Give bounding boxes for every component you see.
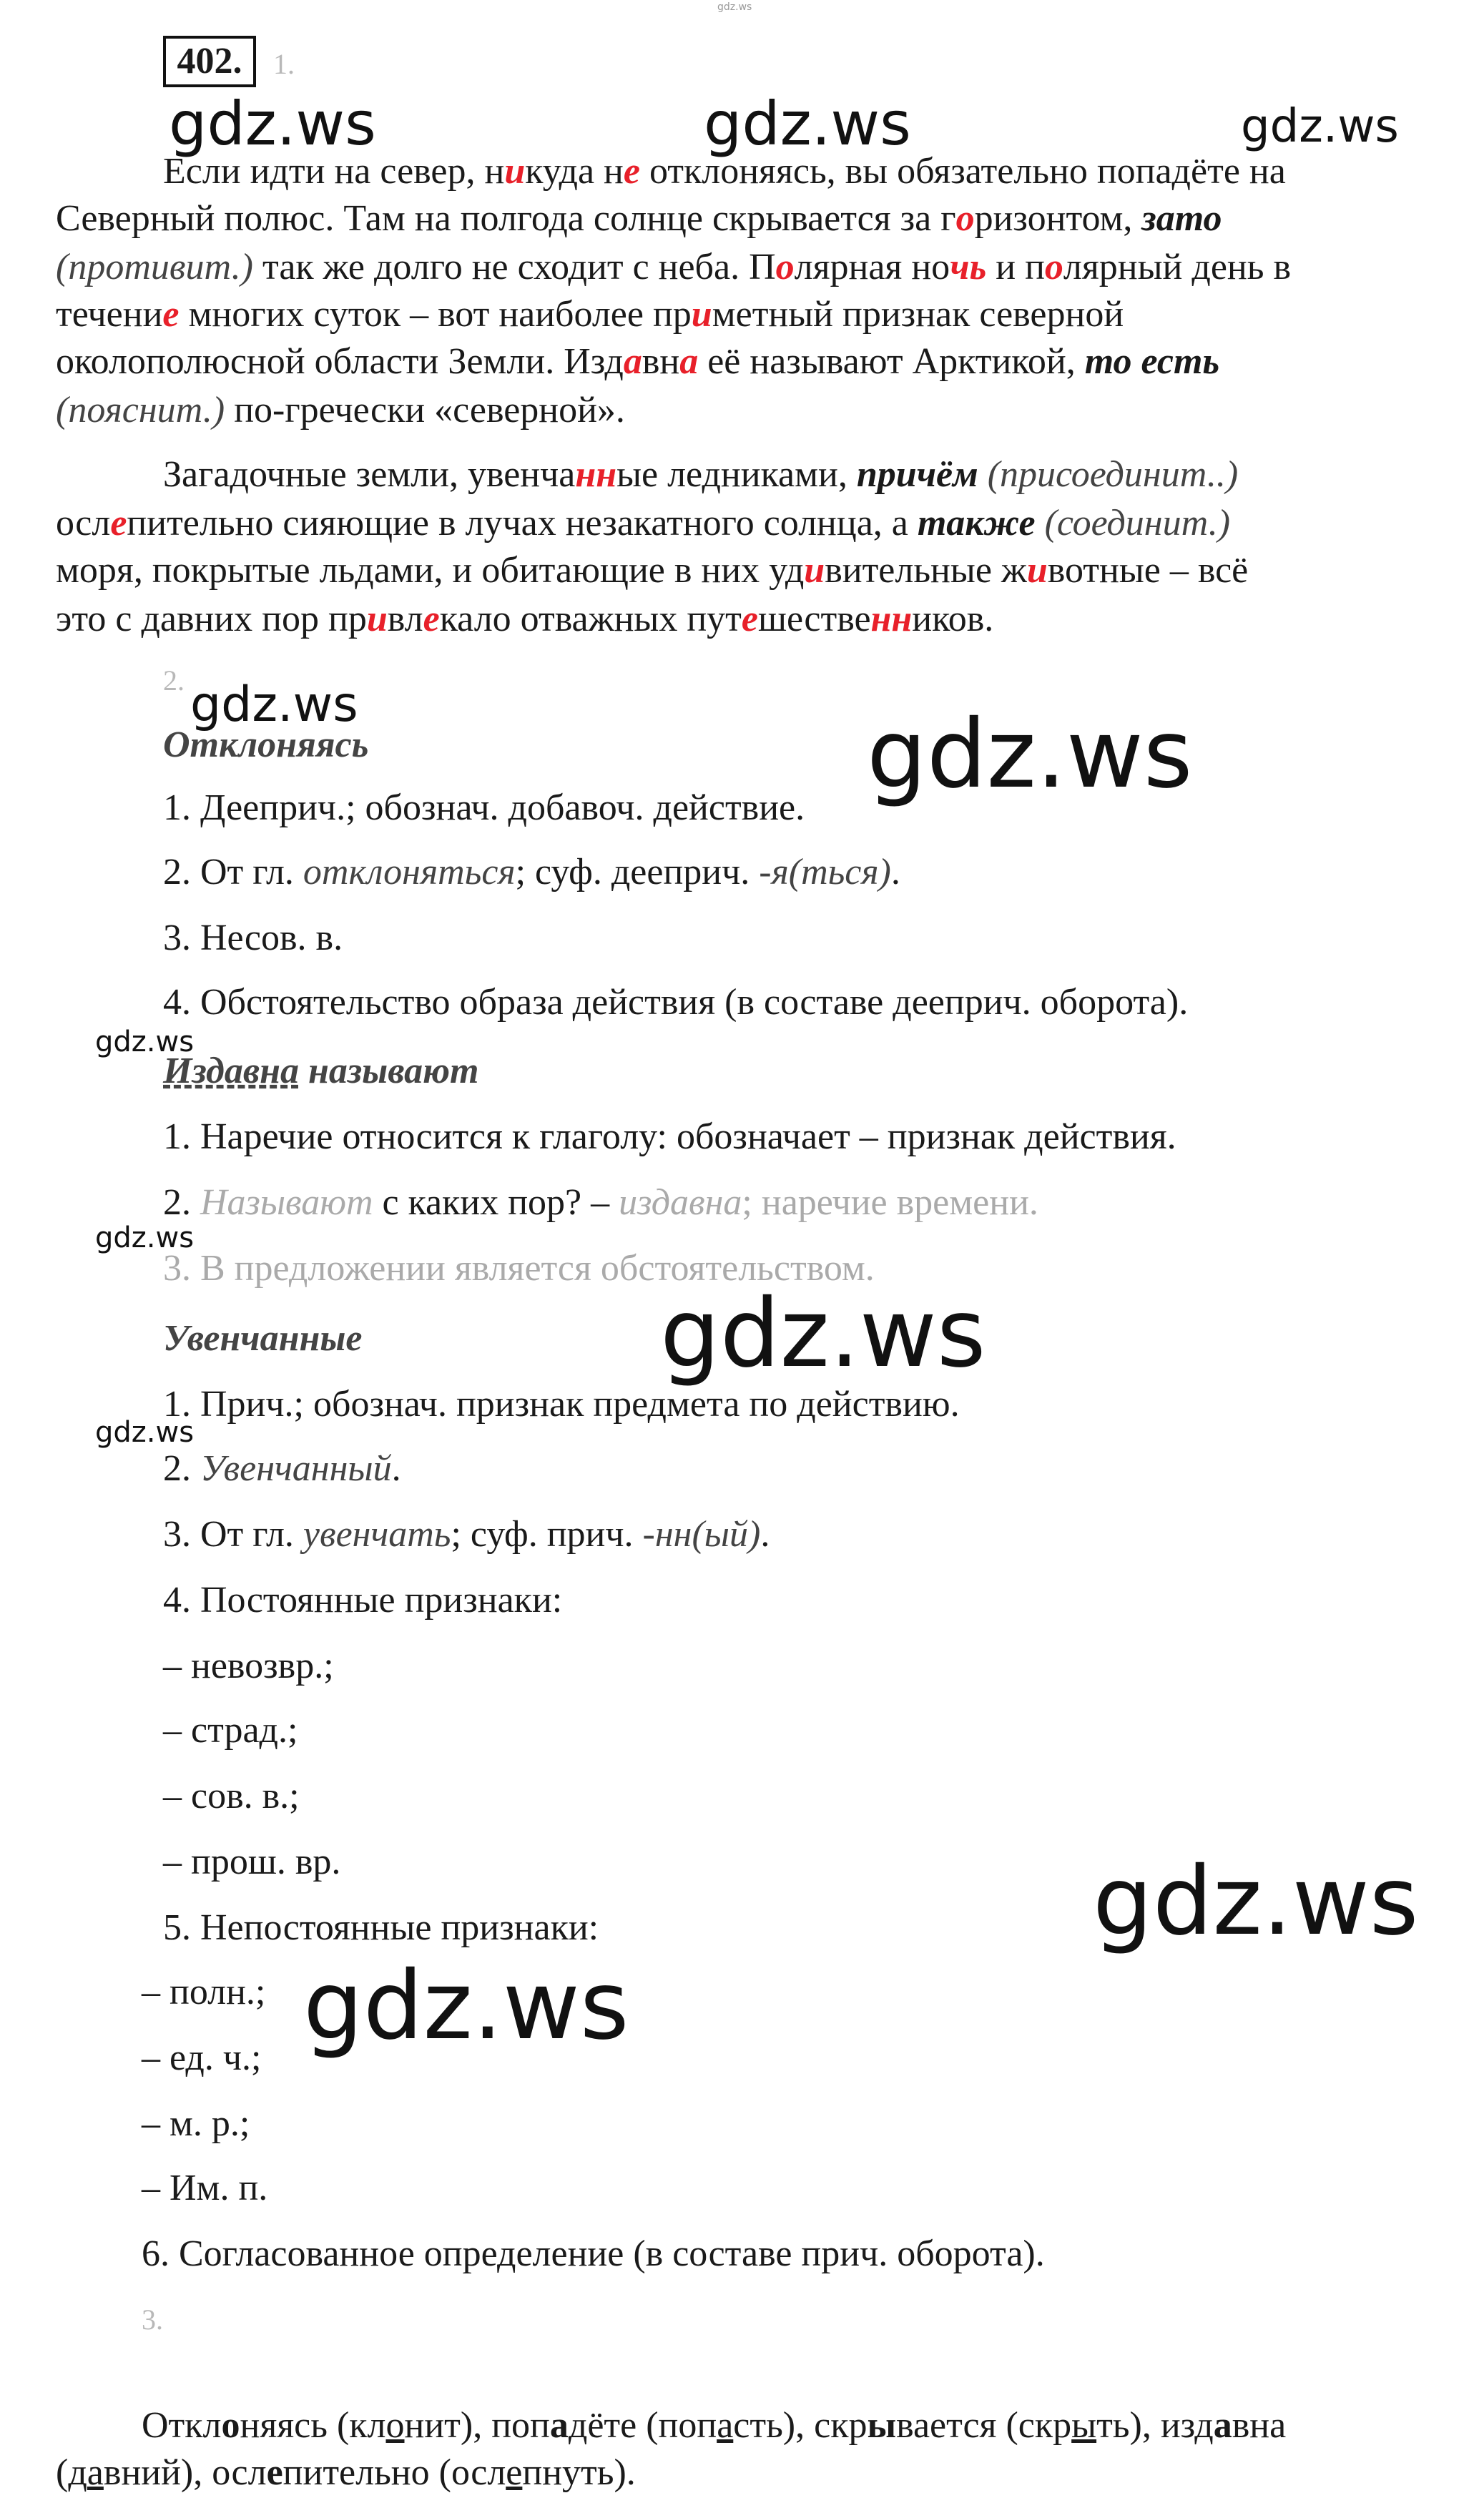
text: лярная но xyxy=(794,247,950,287)
text: дёте (поп xyxy=(568,2405,717,2446)
highlight: е xyxy=(423,599,440,639)
list-item: – Им. п. xyxy=(142,2168,268,2208)
text: околополюсной области Земли. Изд xyxy=(56,341,624,382)
conjunction: также xyxy=(917,503,1036,544)
text: пнуть). xyxy=(522,2452,636,2493)
text: Если идти на север, н xyxy=(163,151,505,192)
text: 2. xyxy=(163,1182,200,1223)
text xyxy=(1036,503,1045,544)
paragraph-1-line-2 xyxy=(56,195,1222,243)
stressed: ы xyxy=(867,2405,897,2446)
list-item: – сов. в.; xyxy=(163,1776,300,1816)
list-item: – невозвр.; xyxy=(163,1646,334,1686)
highlight: и xyxy=(804,550,825,591)
analysis-item xyxy=(163,1179,1038,1227)
text: . xyxy=(760,1514,770,1555)
text: осл xyxy=(56,503,111,544)
note: -нн(ый) xyxy=(642,1514,761,1555)
note: увенчать xyxy=(303,1514,451,1555)
conjunction: причём xyxy=(856,454,978,495)
text: вн xyxy=(642,341,680,382)
highlight: нн xyxy=(575,454,617,495)
analysis-item: 4. Обстоятельство образа действия (в составе дееприч. оборота). xyxy=(163,982,1189,1023)
highlight: и xyxy=(504,151,526,192)
watermark: gdz.ws xyxy=(95,1221,195,1254)
analysis-item: 6. Согласованное определение (в составе прич. оборота). xyxy=(142,2233,1045,2274)
text: вотные – всё xyxy=(1047,550,1249,591)
text: няясь (кл xyxy=(240,2405,386,2446)
list-item: – полн.; xyxy=(142,1972,266,2012)
text: многих суток – вот наиболее пр xyxy=(179,294,692,335)
conjunction: зато xyxy=(1141,198,1222,239)
analysis-item xyxy=(163,1510,770,1559)
paragraph-1-line-3 xyxy=(56,243,1291,292)
paragraph-2-line-1 xyxy=(163,451,1238,499)
note: издавна xyxy=(619,1182,742,1223)
analysis-item: 1. Дееприч.; обознач. добавоч. действие. xyxy=(163,787,805,828)
text: Северный полюс. Там на полгода солнце скрывается за г xyxy=(56,198,956,239)
exercise-number: 402. xyxy=(163,36,256,87)
text: шестве xyxy=(757,599,871,639)
analysis-item: 3. Несов. в. xyxy=(163,918,343,958)
stressed: а xyxy=(1213,2405,1232,2446)
word-heading: Отклоняясь xyxy=(163,724,369,765)
note: отклоняться xyxy=(303,852,516,892)
analysis-item xyxy=(163,848,900,897)
analysis-item: 5. Непостоянные признаки: xyxy=(163,1907,599,1948)
text: ть), изд xyxy=(1096,2405,1214,2446)
note: (соединит.) xyxy=(1044,503,1231,544)
watermark: gdz.ws xyxy=(95,1416,195,1449)
analysis-item: 3. В предложении является обстоятельством. xyxy=(163,1248,875,1289)
text: лярный день в xyxy=(1063,247,1291,287)
watermark: gdz.ws xyxy=(1241,100,1399,153)
watermark: gdz.ws xyxy=(704,89,911,159)
text: кало отважных пут xyxy=(439,599,742,639)
check-letter: е xyxy=(506,2452,523,2493)
text: это с давних пор пр xyxy=(56,599,367,639)
text: Загадочные земли, увенча xyxy=(163,454,576,495)
text: течени xyxy=(56,294,163,335)
highlight: е xyxy=(623,151,640,192)
text: называют xyxy=(298,1051,479,1091)
highlight: и xyxy=(366,599,388,639)
highlight: а xyxy=(623,341,642,382)
list-item: – м. р.; xyxy=(142,2103,250,2144)
highlight: е xyxy=(110,503,127,544)
paragraph-1-line-5 xyxy=(56,338,1219,386)
highlight: нн xyxy=(870,599,913,639)
section-3-label: 3. xyxy=(142,2303,163,2336)
text: и п xyxy=(986,247,1045,287)
text: ; суф. дееприч. xyxy=(515,852,760,892)
text: . xyxy=(890,852,900,892)
note: (противит.) xyxy=(56,247,253,287)
paragraph-2-line-2 xyxy=(56,499,1230,548)
text: с каких пор? – xyxy=(373,1182,619,1223)
highlight: о xyxy=(955,198,975,239)
text: пительно сияющие в лучах незакатного солнца, а xyxy=(127,503,918,544)
analysis-item xyxy=(163,1445,401,1493)
text: моря, покрытые льдами, и обитающие в них уд xyxy=(56,550,805,591)
watermark: gdz.ws xyxy=(867,699,1193,810)
text: ; наречие времени. xyxy=(742,1182,1038,1223)
text: отклоняясь, вы обязательно попадёте на xyxy=(639,151,1286,192)
text: вительные ж xyxy=(825,550,1027,591)
text: куда н xyxy=(525,151,624,192)
watermark: gdz.ws xyxy=(660,1279,986,1389)
paragraph-2-line-3 xyxy=(56,546,1248,595)
text: метный признак северной xyxy=(712,294,1124,335)
highlight: чь xyxy=(950,247,987,287)
paragraph-2-line-4 xyxy=(56,595,993,644)
stressed: о xyxy=(221,2405,240,2446)
text: д xyxy=(68,2452,87,2493)
text: вний), осл xyxy=(103,2452,267,2493)
watermark: gdz.ws xyxy=(95,1026,195,1058)
check-letter: о xyxy=(385,2405,405,2446)
word-heading xyxy=(163,1047,478,1096)
section-1-label: 1. xyxy=(273,48,295,80)
list-item: – ед. ч.; xyxy=(142,2037,262,2078)
text: нит), поп xyxy=(404,2405,550,2446)
final-line-1 xyxy=(142,2401,1286,2450)
text: ые ледниками, xyxy=(616,454,857,495)
watermark: gdz.ws xyxy=(1093,1846,1419,1957)
note: -я(ться) xyxy=(759,852,891,892)
text: 2. От гл. xyxy=(163,852,303,892)
text xyxy=(978,454,988,495)
list-item: – страд.; xyxy=(163,1710,298,1751)
text: 2. xyxy=(163,1448,200,1489)
text: сть), скр xyxy=(733,2405,868,2446)
conjunction: то есть xyxy=(1084,341,1220,382)
highlight: и xyxy=(691,294,712,335)
highlight: и xyxy=(1026,550,1048,591)
analysis-item: 4. Постоянные признаки: xyxy=(163,1580,563,1621)
highlight: о xyxy=(775,247,795,287)
watermark: gdz.ws xyxy=(190,677,358,733)
word-heading: Увенчанные xyxy=(163,1318,363,1359)
text: вна xyxy=(1232,2405,1287,2446)
stressed: е xyxy=(266,2452,283,2493)
text: . xyxy=(391,1448,401,1489)
analysis-item: 1. Прич.; обознач. признак предмета по действию. xyxy=(163,1384,960,1425)
highlight: е xyxy=(741,599,758,639)
note: Увенчанный xyxy=(200,1448,392,1489)
list-item: – прош. вр. xyxy=(163,1841,341,1882)
highlight: е xyxy=(162,294,180,335)
adverb: Издавна xyxy=(163,1051,299,1091)
check-letter: ы xyxy=(1071,2405,1097,2446)
text: ( xyxy=(56,2452,69,2493)
text: 3. От гл. xyxy=(163,1514,303,1555)
note: (пояснит.) xyxy=(56,390,225,431)
text: вл xyxy=(387,599,423,639)
highlight: о xyxy=(1044,247,1063,287)
final-line-2 xyxy=(56,2449,636,2497)
text: вается (скр xyxy=(896,2405,1072,2446)
section-2-label: 2. xyxy=(163,664,185,697)
paragraph-1-line-4 xyxy=(56,290,1124,339)
stressed: а xyxy=(549,2405,569,2446)
paragraph-1-line-1 xyxy=(163,147,1286,196)
text: так же долго не сходит с неба. П xyxy=(252,247,776,287)
watermark: gdz.ws xyxy=(169,89,376,159)
text: ризонтом, xyxy=(974,198,1142,239)
text: пительно (осл xyxy=(282,2452,506,2493)
note: (присоединит..) xyxy=(987,454,1239,495)
paragraph-1-line-6 xyxy=(56,386,625,435)
check-letter: а xyxy=(717,2405,734,2446)
analysis-item: 1. Наречие относится к глаголу: обозначает – признак действия. xyxy=(163,1116,1176,1157)
text: иков. xyxy=(912,599,994,639)
highlight: а xyxy=(679,341,699,382)
top-mark: gdz.ws xyxy=(717,1,752,13)
note: Называют xyxy=(200,1182,373,1223)
check-letter: а xyxy=(87,2452,104,2493)
text: ; суф. прич. xyxy=(451,1514,643,1555)
text: Откл xyxy=(142,2405,222,2446)
text: по-гречески «северной». xyxy=(225,390,625,431)
text: её называют Арктикой, xyxy=(698,341,1085,382)
watermark: gdz.ws xyxy=(303,1951,629,2061)
